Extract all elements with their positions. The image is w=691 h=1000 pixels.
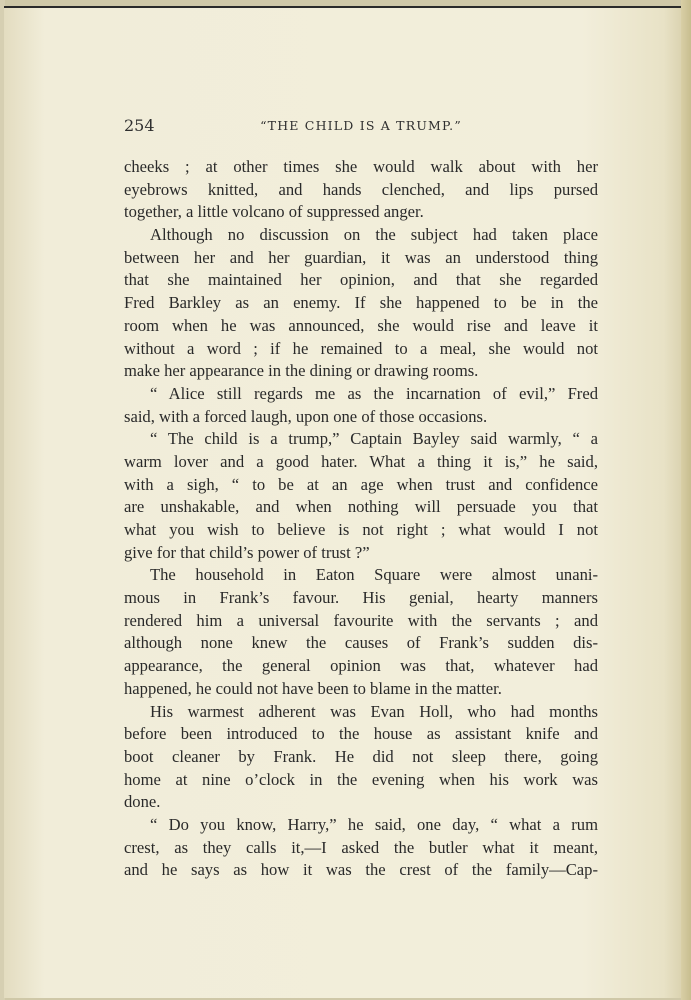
page-number: 254 [124,116,155,135]
text-line: happened, he could not have been to blame in the matter. [124,678,502,698]
text-line: and he says as how it was the crest of the family—Cap- [124,860,598,880]
text-line: room when he was announced, she would rise and leave it [124,315,598,335]
running-title: “THE CHILD IS A TRUMP.” [260,118,462,133]
text-line: cheeks ; at other times she would walk about with her [124,157,598,176]
text-line: are unshakable, and when nothing will persuade you that [124,497,598,517]
text-line: said, with a forced laugh, upon one of those occasions. [124,406,488,426]
text-line: make her appearance in the dining or drawing rooms. [124,361,479,381]
text-line: mous in Frank’s favour. His genial, hearty manners [124,588,598,608]
text-line: home at nine o’clock in the evening when his work was [124,769,598,789]
text-line: give for that child’s power of trust ?” [124,542,370,562]
text-line: before been introduced to the house as assistant knife and [124,724,598,744]
page-edge-right [681,0,691,1000]
text-line: that she maintained her opinion, and that she regarded [124,270,598,290]
text-line: together, a little volcano of suppressed anger. [124,202,424,222]
text-line: appearance, the general opinion was that, whatever had [124,656,598,676]
book-page [4,6,684,998]
text-line: His warmest adherent was Evan Holl, who had months [150,701,598,721]
text-line: The household in Eaton Square were almost unani- [150,565,598,585]
text-line: with a sigh, “ to be at an age when trust and confidence [124,474,598,494]
text-line: Although no discussion on the subject had taken place [150,225,598,245]
text-line: eyebrows knitted, and hands clenched, and lips pursed [124,179,598,199]
text-line: what you wish to believe is not right ; what would I not [124,520,598,539]
text-line: crest, as they calls it,—I asked the butler what it meant, [124,837,598,857]
text-line: warm lover and a good hater. What a thing it is,” he said, [124,451,598,471]
body-text [124,156,598,882]
text-line: “ Do you know, Harry,” he said, one day, “ what a rum [150,814,598,834]
text-line: done. [124,792,161,812]
text-line: although none knew the causes of Frank’s sudden dis- [124,633,598,653]
text-line: “ Alice still regards me as the incarnation of evil,” Fred [150,383,598,403]
page-header [124,116,598,140]
text-line: “ The child is a trump,” Captain Bayley said warmly, “ a [150,429,598,449]
text-line: boot cleaner by Frank. He did not sleep there, going [124,746,598,766]
text-line: Fred Barkley as an enemy. If she happened to be in the [124,293,598,313]
text-line: between her and her guardian, it was an understood thing [124,247,598,267]
text-line: without a word ; if he remained to a meal, she would not [124,338,598,358]
text-line: rendered him a universal favourite with the servants ; and [124,610,598,630]
